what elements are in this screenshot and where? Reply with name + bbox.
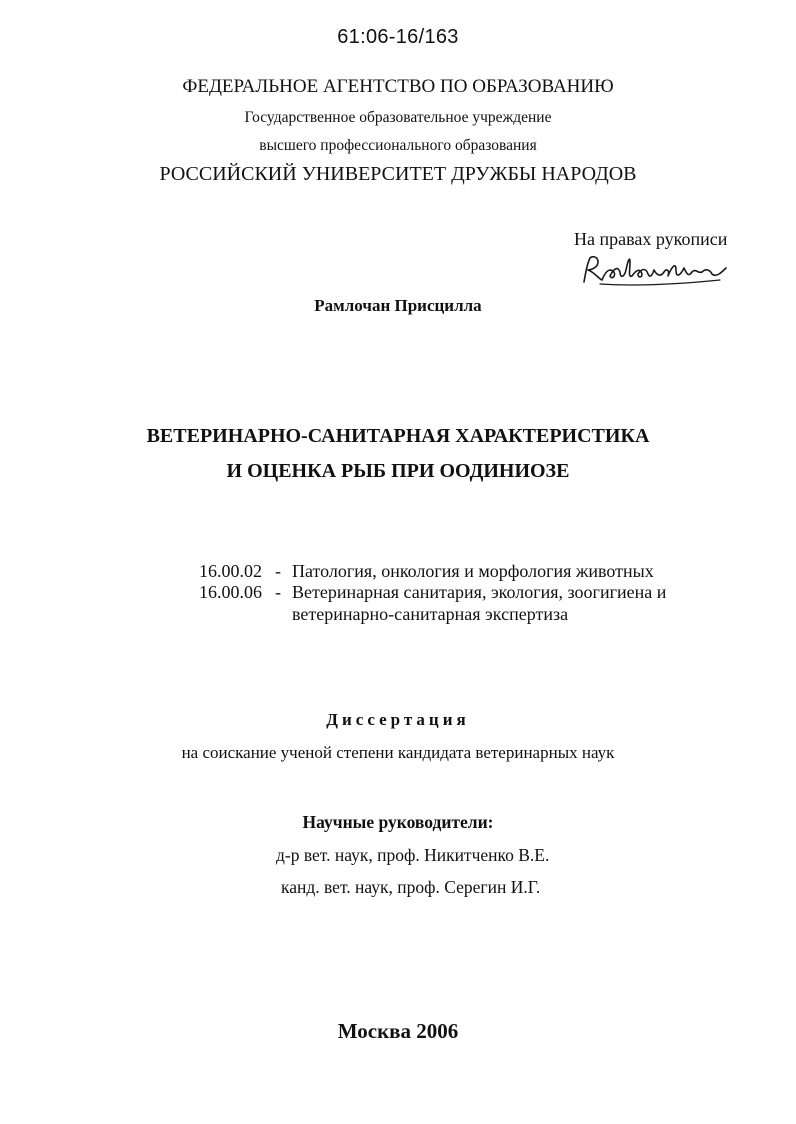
dissertation-title-line-2: И ОЦЕНКА РЫБ ПРИ ООДИНИОЗЕ bbox=[226, 460, 570, 482]
specialty-name: Патология, онкология и морфология животных bbox=[292, 561, 654, 581]
specialty-separator: - bbox=[275, 561, 281, 581]
agency-name: ФЕДЕРАЛЬНОЕ АГЕНТСТВО ПО ОБРАЗОВАНИЮ bbox=[182, 76, 614, 97]
university-name: РОССИЙСКИЙ УНИВЕРСИТЕТ ДРУЖБЫ НАРОДОВ bbox=[159, 163, 637, 185]
specialty-code: 16.00.02 bbox=[199, 561, 262, 581]
dissertation-label: Диссертация bbox=[326, 710, 470, 729]
specialty-separator: - bbox=[275, 582, 281, 602]
supervisor-2: канд. вет. наук, проф. Серегин И.Г. bbox=[281, 877, 541, 897]
supervisor-1: д-р вет. наук, проф. Никитченко В.Е. bbox=[276, 845, 550, 865]
author-name: Рамлочан Присцилла bbox=[314, 296, 482, 315]
city-year: Москва 2006 bbox=[337, 1019, 459, 1043]
supervisors-heading: Научные руководители: bbox=[302, 812, 494, 832]
specialty-code: 16.00.06 bbox=[199, 582, 262, 602]
manuscript-rights-note: На правах рукописи bbox=[574, 229, 728, 249]
signature bbox=[580, 250, 730, 290]
degree-statement: на соискание ученой степени кандидата ветеринарных наук bbox=[181, 743, 615, 762]
specialty-name-continued: ветеринарно-санитарная экспертиза bbox=[292, 604, 569, 624]
registration-code: 61:06-16/163 bbox=[337, 26, 459, 48]
specialty-name: Ветеринарная санитария, экология, зоогигиена и bbox=[292, 582, 667, 602]
dissertation-title-line-1: ВЕТЕРИНАРНО-САНИТАРНАЯ ХАРАКТЕРИСТИКА bbox=[146, 425, 650, 447]
institution-line-1: Государственное образовательное учреждение bbox=[244, 109, 552, 126]
institution-line-2: высшего профессионального образования bbox=[259, 137, 537, 154]
